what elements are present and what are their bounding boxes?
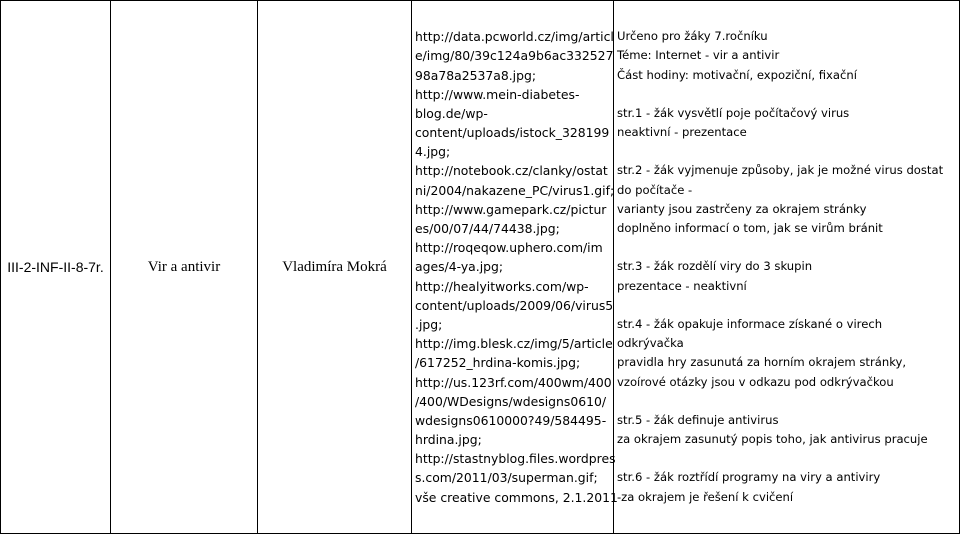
source-line: ages/4-ya.jpg; [415, 259, 504, 275]
source-line: .jpg; [415, 316, 443, 332]
blank-line [617, 238, 956, 257]
source-line: s.com/2011/03/superman.gif; [415, 470, 598, 486]
blank-line [617, 85, 956, 104]
note-line: neaktivní - prezentace [617, 125, 747, 140]
note-line: Téme: Internet - vir a antivir [617, 48, 780, 63]
source-line: hrdina.jpg; [415, 432, 482, 448]
note-line: str.3 - žák rozdělí viry do 3 skupin [617, 259, 813, 274]
note-line: Část hodiny: motivační, expoziční, fixační [617, 67, 857, 82]
note-line: -za okrajem je řešení k cvičení [617, 489, 794, 504]
source-line: /617252_hrdina-komis.jpg; [415, 355, 581, 371]
source-line: vše creative commons, 2.1.2011 [415, 489, 618, 505]
source-line: http://www.mein-diabetes- [415, 86, 580, 102]
source-line: http://img.blesk.cz/img/5/article [415, 336, 613, 352]
source-line: http://data.pcworld.cz/img/articl [415, 29, 614, 45]
table-row [1, 1, 960, 534]
source-line: http://roqeqow.uphero.com/im [415, 240, 603, 256]
source-line: http://us.123rf.com/400wm/400 [415, 374, 612, 390]
note-line: str.1 - žák vysvětlí poje počítačový virus [617, 105, 850, 120]
note-line: str.2 - žák vyjmenuje způsoby, jak je možné virus dostat [617, 163, 944, 178]
note-line: Určeno pro žáky 7.ročníku [617, 29, 768, 44]
material-name: Vir a antivir [111, 1, 258, 534]
blank-line [617, 296, 956, 315]
note-line: str.4 - žák opakuje informace získané o virech [617, 316, 883, 331]
note-line: vzoírové otázky jsou v odkazu pod odkrývačkou [617, 374, 894, 389]
source-line: content/uploads/2009/06/virus5 [415, 297, 614, 313]
note-line: prezentace - neaktivní [617, 278, 747, 293]
blank-line [617, 392, 956, 411]
lesson-notes-cell [614, 1, 960, 534]
note-line: str.5 - žák definuje antivirus [617, 412, 779, 427]
blank-line [617, 449, 956, 468]
source-line: content/uploads/istock_328199 [415, 125, 610, 141]
source-line: 98a78a2537a8.jpg; [415, 67, 537, 83]
note-line: varianty jsou zastrčeny za okrajem stránky [617, 201, 867, 216]
image-sources-cell [412, 1, 618, 534]
image-sources-list [415, 27, 618, 507]
source-line: es/00/07/44/74438.jpg; [415, 221, 560, 237]
note-line: str.6 - žák roztřídí programy na viry a antiviry [617, 470, 881, 485]
source-line: 4.jpg; [415, 144, 451, 160]
author-name: Vladimíra Mokrá [258, 1, 412, 534]
material-code: III-2-INF-II-8-7r. [1, 1, 111, 534]
source-line: http://healyitworks.com/wp- [415, 278, 589, 294]
source-line: blog.de/wp- [415, 105, 488, 121]
source-line: http://notebook.cz/clanky/ostat [415, 163, 608, 179]
blank-line [617, 142, 956, 161]
source-line: wdesigns0610000?49/584495- [415, 412, 607, 428]
note-line: za okrajem zasunutý popis toho, jak antivirus pracuje [617, 432, 928, 447]
source-line: http://stastnyblog.files.wordpres [415, 451, 616, 467]
source-line: e/img/80/39c124a9b6ac332527 [415, 48, 614, 64]
note-line: do počítače - [617, 182, 693, 197]
source-line: ni/2004/nakazene_PC/virus1.gif; [415, 182, 615, 198]
note-line: doplněno informací o tom, jak se virům bránit [617, 221, 883, 236]
source-line: http://www.gamepark.cz/pictur [415, 201, 607, 217]
lesson-notes-list [617, 27, 956, 507]
note-line: pravidla hry zasunutá za horním okrajem stránky, [617, 355, 907, 370]
note-line: odkrývačka [617, 336, 684, 351]
source-line: /400/WDesigns/wdesigns0610/ [415, 393, 607, 409]
